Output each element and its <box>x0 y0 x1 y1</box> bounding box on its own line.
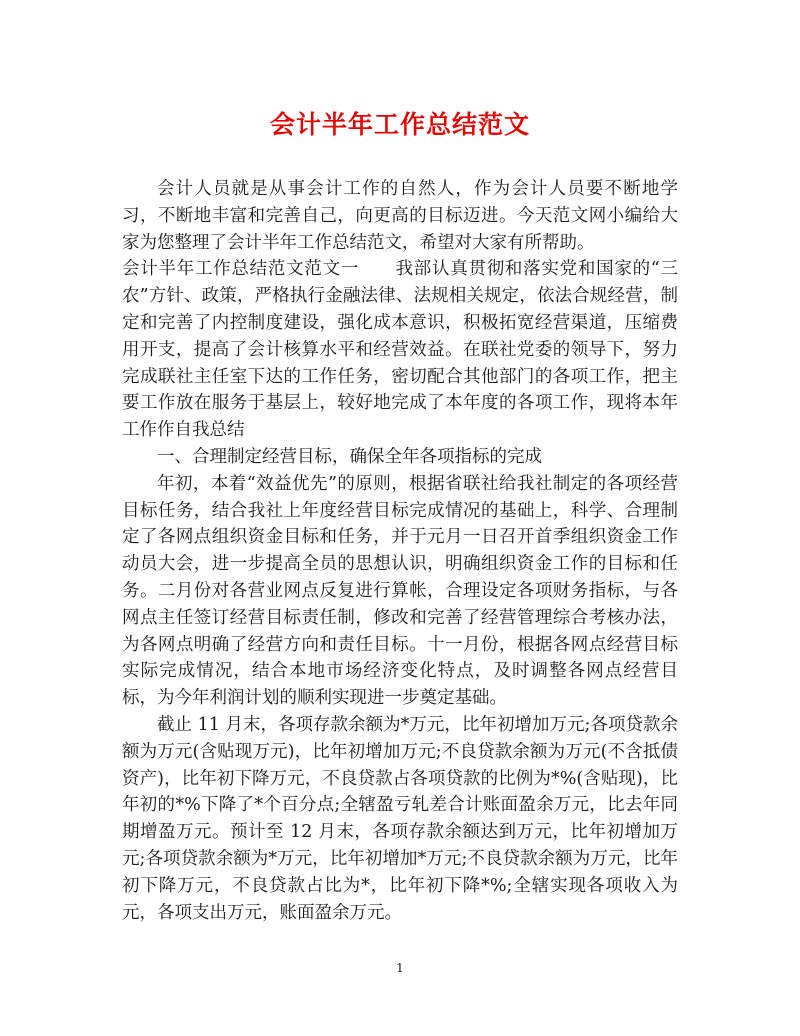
paragraph-targets: 年初，本着“效益优先”的原则，根据省联社给我社制定的各项经营目标任务，结合我社上年度经营目标完成情况的基础上，科学、合理制定了各网点组织资金目标和任务，并于元月一日召开首季组织资金工作动员大会，进一步提高全员的思想认识，明确组织资金工作的目标和任务。二月份对各营业网点反复进行算帐，合理设定各项财务指标，与各网点主任签订经营目标责任制，修改和完善了经营管理综合考核办法，为各网点明确了经营方向和责任目标。十一月份，根据各网点经营目标实际完成情况，结合本地市场经济变化特点，及时调整各网点经营目标，为今年利润计划的顺利实现进一步奠定基础。 <box>122 473 678 709</box>
paragraph-intro: 会计人员就是从事会计工作的自然人，作为会计人员要不断地学习，不断地丰富和完善自己，向更高的目标迈进。今天范文网小编给大家为您整理了会计半年工作总结范文，希望对大家有所帮助。 <box>122 179 678 253</box>
document-title: 会计半年工作总结范文 <box>269 110 530 139</box>
document-body <box>122 176 678 926</box>
paragraph-sample-one: 会计半年工作总结范文范文一 我部认真贯彻和落实党和国家的“三农”方针、政策，严格执行金融法律、法规相关规定，依法合规经营，制定和完善了内控制度建设，强化成本意识，积极拓宽经营渠道，压缩费用开支，提高了会计核算水平和经营效益。在联社党委的领导下，努力完成联社主任室下达的工作任务，密切配合其他部门的各项工作，把主要工作放在服务于基层上，较好地完成了本年度的各项工作，现将本年工作作自我总结 <box>122 259 678 441</box>
page-number: 1 <box>396 961 404 975</box>
paragraph-figures: 截止 11 月末，各项存款余额为*万元，比年初增加万元;各项贷款余额为万元(含贴现万元)，比年初增加万元;不良贷款余额为万元(不含抵债资产)，比年初下降万元，不良贷款占各项贷款的比例为*%(含贴现)，比年初的*%下降了*个百分点;全辖盈亏轧差合计账面盈余万元，比去年同期增盈万元。预计至 12 月末，各项存款余额达到万元，比年初增加万元;各项贷款余额为*万元，比年初增加*万元;不良贷款余额为万元，比年初下降万元，不良贷款占比为*，比年初下降*%;全辖实现各项收入为元，各项支出万元，账面盈余万元。 <box>122 714 678 923</box>
section-heading-one: 一、合理制定经营目标，确保全年各项指标的完成 <box>157 446 542 467</box>
